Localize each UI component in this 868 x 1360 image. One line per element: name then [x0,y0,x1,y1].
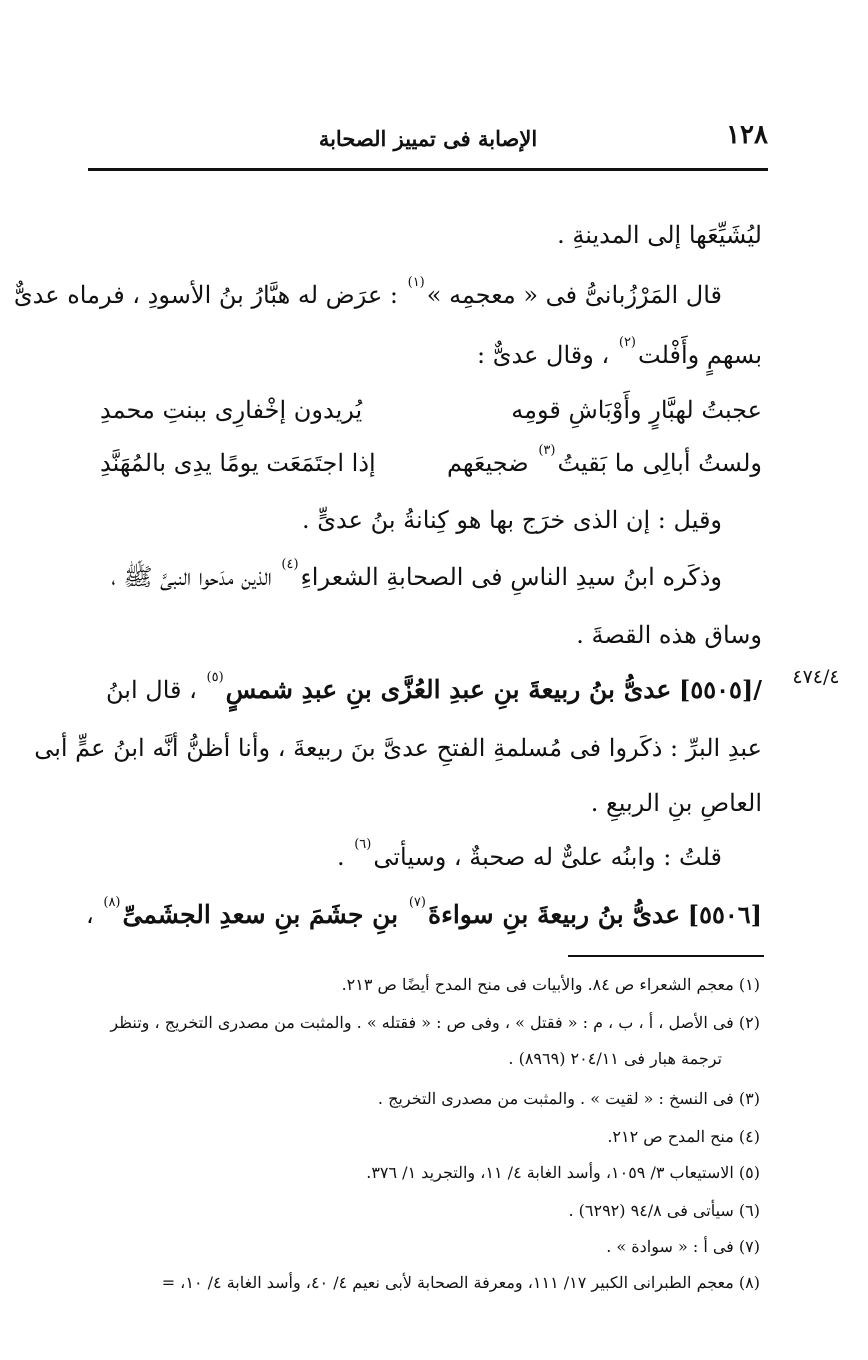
footnote-marker[interactable]: (٥) [206,670,224,685]
entry-heading-5506 [80,885,762,945]
footnote-6: (٦) سيأتى فى ٩٤/٨ (٦٢٩٢) . [568,1201,760,1220]
text-line [80,827,762,887]
text-segment: ، قال ابنُ [106,676,205,704]
text-segment: ضجيعَهم [446,449,537,477]
footnote-marker[interactable]: (٧) [408,895,426,910]
footnote-marker[interactable]: (٦) [354,837,372,852]
text-line [80,325,762,385]
footnote-2-continued: ترجمة هبار فى ٢٠٤/١١ (٨٩٦٩) . [508,1049,722,1068]
verse-hemistich [447,433,762,493]
entry-name: بنِ جشَمَ بنِ سعدِ الجشَمىِّ [122,900,407,929]
margin-reference: ٤٧٤/٤ [792,666,840,688]
running-title: الإصابة فى تمييز الصحابة [318,126,538,151]
entry-name: عدىُّ بنُ ربيعةَ بنِ عبدِ العُزَّى بنِ عبدِ شمسٍ [225,675,672,704]
text-line [80,773,762,833]
text-segment: عبدِ البرِّ : ذكَروا فى مُسلمةِ الفتحِ عدىَّ بنَ ربيعةَ ، وأنا أظنُّ أنَّه ابنُ عمٍّ أبى [34,734,762,762]
text-line [80,547,762,607]
text-segment: ، [85,901,102,929]
text-segment: وقيل : إن الذى خرَج بها هو كِنانةُ بنُ عدىٍّ . [302,506,722,534]
text-segment: وذكَره ابنُ سيدِ الناسِ فى الصحابةِ الشعراءِ [300,563,722,591]
text-line [80,205,762,265]
entry-number: /[٥٥٠٥] [678,675,762,704]
footnote-3: (٣) فى النسخ : « لقيت » . والمثبت من مصدرى التخريج . [377,1089,760,1108]
text-line [13,265,762,325]
entry-heading-5505 [80,660,762,720]
text-line [34,718,762,778]
footnote-marker[interactable]: (٨) [103,895,121,910]
footnote-8: (٨) معجم الطبرانى الكبير ١٧/ ١١١، ومعرفة الصحابة لأبى نعيم ٤/ ٤٠، وأسد الغابة ٤/ ١٠، = [161,1273,760,1292]
text-segment: : عرَض له هبَّارُ بنُ الأسودِ ، فرماه عدىٌّ [13,281,406,309]
text-line [80,490,762,550]
text-segment: بسهمٍ وأَفْلت [638,341,762,369]
page-header [88,118,768,171]
text-segment: . [336,843,353,871]
poem-verse [80,380,762,440]
text-segment: قال المَرْزُبانىُّ فى « معجمِه » [426,281,722,309]
footnote-7: (٧) فى أ : « سوادة » . [606,1237,760,1256]
entry-name: عدىُّ بنُ ربيعةَ بنِ سواءةَ [427,900,681,929]
text-segment: قلتُ : وابنُه علىٌّ له صحبةٌ ، وسيأتى [373,843,722,871]
verse-hemistich: عجبتُ لهبَّارٍ وأَوْبَاشِ قومِه [511,396,762,424]
poem-verse [80,433,762,493]
text-segment: ، وقال عدىٌّ : [476,341,617,369]
page-number: ١٢٨ [726,120,768,150]
text-segment: ليُشَيِّعَها إلى المدينةِ . [557,221,762,249]
footnote-2: (٢) فى الأصل ، أ ، ب ، م : « فقتل » ، وفى ص : « فقتله » . والمثبت من مصدرى التخريج ، وتنظر [110,1013,760,1032]
footnote-4: (٤) منح المدح ص ٢١٢. [607,1127,760,1146]
text-segment: الذين مدَحوا النبىَّ ﷺ ، [111,563,280,591]
verse-hemistich: إذا اجتَمَعَت يومًا يدِى بالمُهَنَّدِ [100,449,376,477]
footnote-marker[interactable]: (١) [407,275,425,290]
footnote-marker[interactable]: (٤) [281,557,299,572]
text-segment: العاصِ بنِ الربيعِ . [590,789,762,817]
verse-hemistich: يُريدون إخْفارِى ببنتِ محمدِ [100,396,363,424]
text-segment: ولستُ أبالِى ما بَقيتُ [557,449,762,477]
footnote-marker[interactable]: (٢) [618,335,636,350]
text-line [80,605,762,665]
footnote-1: (١) معجم الشعراء ص ٨٤. والأبيات فى منح المدح أيضًا ص ٢١٣. [341,975,760,994]
footnote-5: (٥) الاستيعاب ٣/ ١٠٥٩، وأسد الغابة ٤/ ١١، والتجريد ١/ ٣٧٦. [366,1163,760,1182]
footnote-separator [568,955,764,957]
text-segment: وساق هذه القصةَ . [576,621,762,649]
entry-number: [٥٥٠٦] [687,900,762,929]
footnote-marker[interactable]: (٣) [538,443,556,458]
